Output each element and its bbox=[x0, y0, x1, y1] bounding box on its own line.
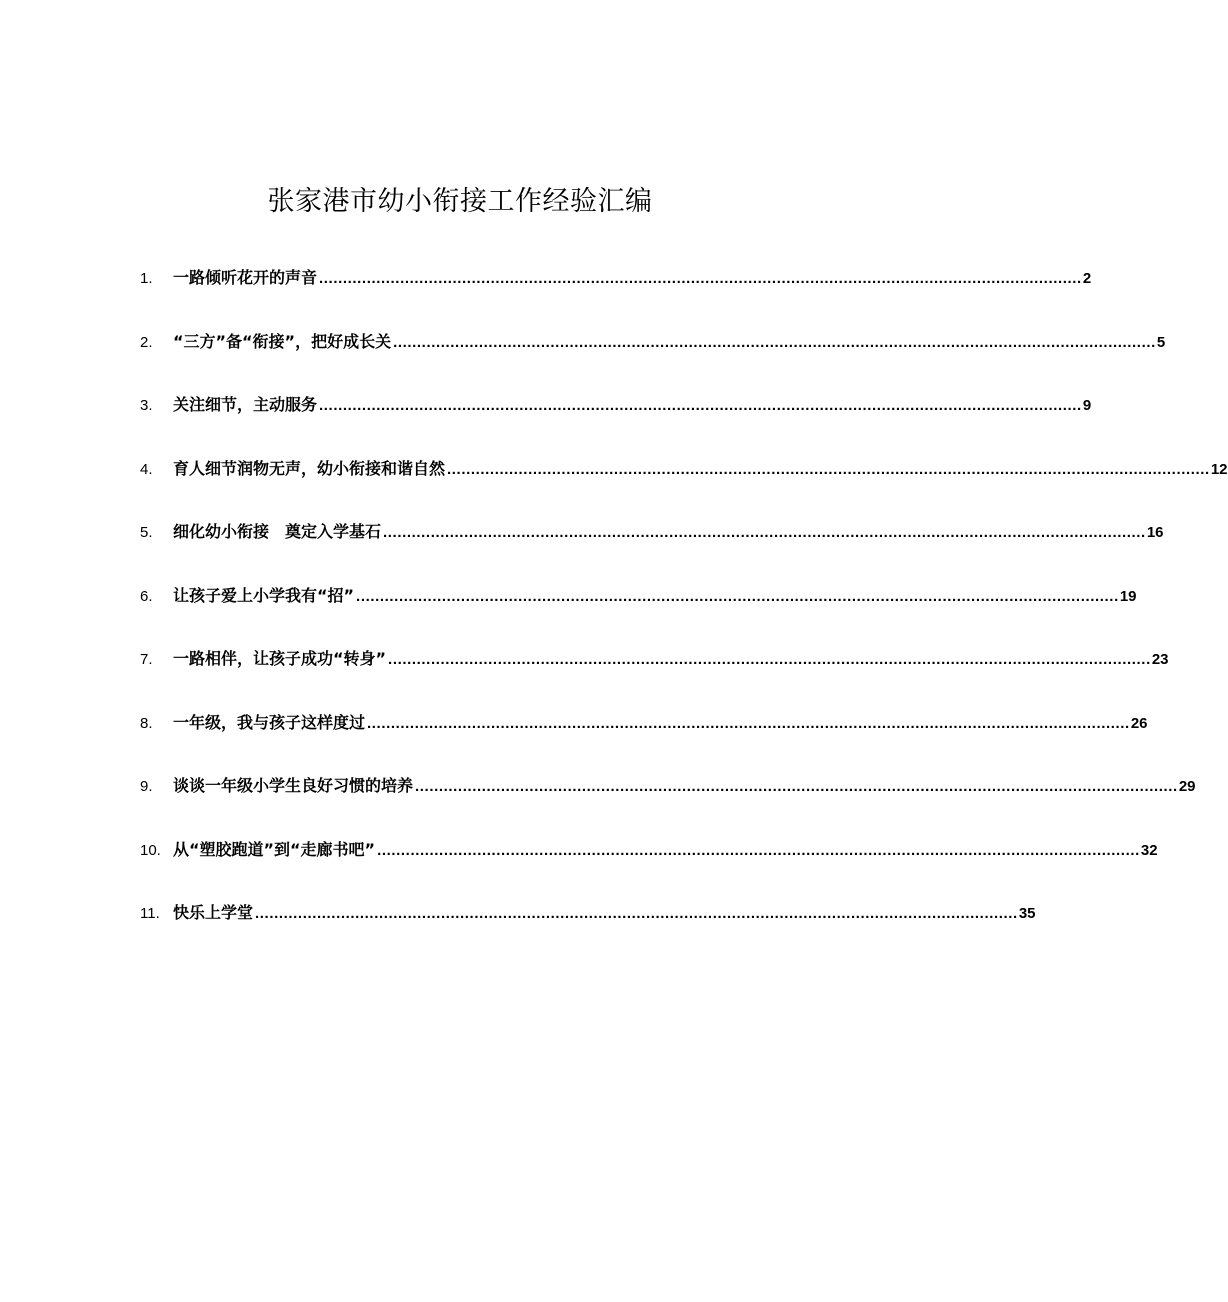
toc-entry-title: “三方”备“衔接”，把好成长关 bbox=[173, 331, 392, 351]
toc-dot-leader: ................................................................................................................................................................ bbox=[393, 333, 1156, 351]
toc-dot-leader: ................................................................................................................................................................ bbox=[415, 778, 1178, 795]
toc-entry-page: 32 bbox=[1140, 841, 1158, 859]
toc-dot-leader: ................................................................................................................................................................ bbox=[388, 651, 1151, 668]
toc-entry-1[interactable] bbox=[140, 266, 1092, 290]
toc-entry-number: 4. bbox=[140, 460, 153, 478]
toc-entry-title: 细化幼小衔接 奠定入学基石 bbox=[173, 522, 382, 541]
toc-entry-7[interactable] bbox=[140, 647, 1169, 671]
toc-entry-page: 19 bbox=[1119, 587, 1137, 605]
toc-dot-leader: ................................................................................................................................................................ bbox=[319, 270, 1082, 287]
toc-entry-title: 一路相伴，让孩子成功“转身” bbox=[173, 649, 387, 668]
toc-dot-leader: ................................................................................................................................................................ bbox=[367, 714, 1130, 732]
document-title: 张家港市幼小衔接工作经验汇编 bbox=[267, 186, 653, 218]
toc-entry-page: 5 bbox=[1156, 333, 1166, 351]
toc-entry-number: 7. bbox=[140, 651, 153, 668]
toc-dot-leader: ................................................................................................................................................................ bbox=[383, 524, 1146, 541]
toc-dot-leader: ................................................................................................................................................................ bbox=[255, 905, 1018, 922]
toc-entry-4[interactable] bbox=[140, 457, 1228, 481]
toc-entry-number: 1. bbox=[140, 270, 153, 287]
toc-entry-2[interactable] bbox=[140, 330, 1166, 354]
toc-entry-title: 从“塑胶跑道”到“走廊书吧” bbox=[173, 839, 376, 859]
toc-dot-leader: ................................................................................................................................................................ bbox=[447, 460, 1210, 478]
toc-entry-title: 关注细节，主动服务 bbox=[173, 395, 318, 414]
toc-entry-11[interactable] bbox=[140, 901, 1036, 925]
toc-entry-number: 9. bbox=[140, 778, 153, 795]
toc-entry-number: 3. bbox=[140, 397, 153, 414]
toc-entry-title: 育人细节润物无声，幼小衔接和谐自然 bbox=[173, 458, 446, 478]
toc-entry-page: 12 bbox=[1210, 460, 1228, 478]
toc-entry-number: 8. bbox=[140, 714, 153, 732]
toc-entry-number: 10. bbox=[140, 841, 161, 859]
toc-entry-10[interactable] bbox=[140, 838, 1158, 862]
toc-entry-8[interactable] bbox=[140, 711, 1148, 735]
toc-dot-leader: ................................................................................................................................................................ bbox=[377, 841, 1140, 859]
toc-entry-number: 2. bbox=[140, 333, 153, 351]
toc-entry-9[interactable] bbox=[140, 774, 1196, 798]
toc-entry-title: 谈谈一年级小学生良好习惯的培养 bbox=[173, 776, 414, 795]
table-of-contents bbox=[140, 266, 1228, 965]
toc-entry-page: 16 bbox=[1146, 524, 1164, 541]
toc-entry-page: 9 bbox=[1082, 397, 1092, 414]
toc-entry-3[interactable] bbox=[140, 393, 1092, 417]
toc-entry-title: 一年级，我与孩子这样度过 bbox=[173, 712, 366, 732]
toc-dot-leader: ................................................................................................................................................................ bbox=[356, 587, 1119, 605]
toc-entry-page: 2 bbox=[1082, 270, 1092, 287]
toc-entry-page: 23 bbox=[1151, 651, 1169, 668]
toc-entry-6[interactable] bbox=[140, 584, 1137, 608]
toc-dot-leader: ................................................................................................................................................................ bbox=[319, 397, 1082, 414]
toc-entry-number: 6. bbox=[140, 587, 153, 605]
toc-entry-5[interactable] bbox=[140, 520, 1164, 544]
toc-entry-page: 29 bbox=[1178, 778, 1196, 795]
toc-entry-number: 11. bbox=[140, 905, 160, 922]
toc-entry-title: 一路倾听花开的声音 bbox=[173, 268, 318, 287]
toc-entry-title: 让孩子爱上小学我有“招” bbox=[173, 585, 355, 605]
toc-entry-page: 26 bbox=[1130, 714, 1148, 732]
toc-entry-page: 35 bbox=[1018, 905, 1036, 922]
toc-entry-title: 快乐上学堂 bbox=[173, 903, 254, 922]
toc-entry-number: 5. bbox=[140, 524, 153, 541]
